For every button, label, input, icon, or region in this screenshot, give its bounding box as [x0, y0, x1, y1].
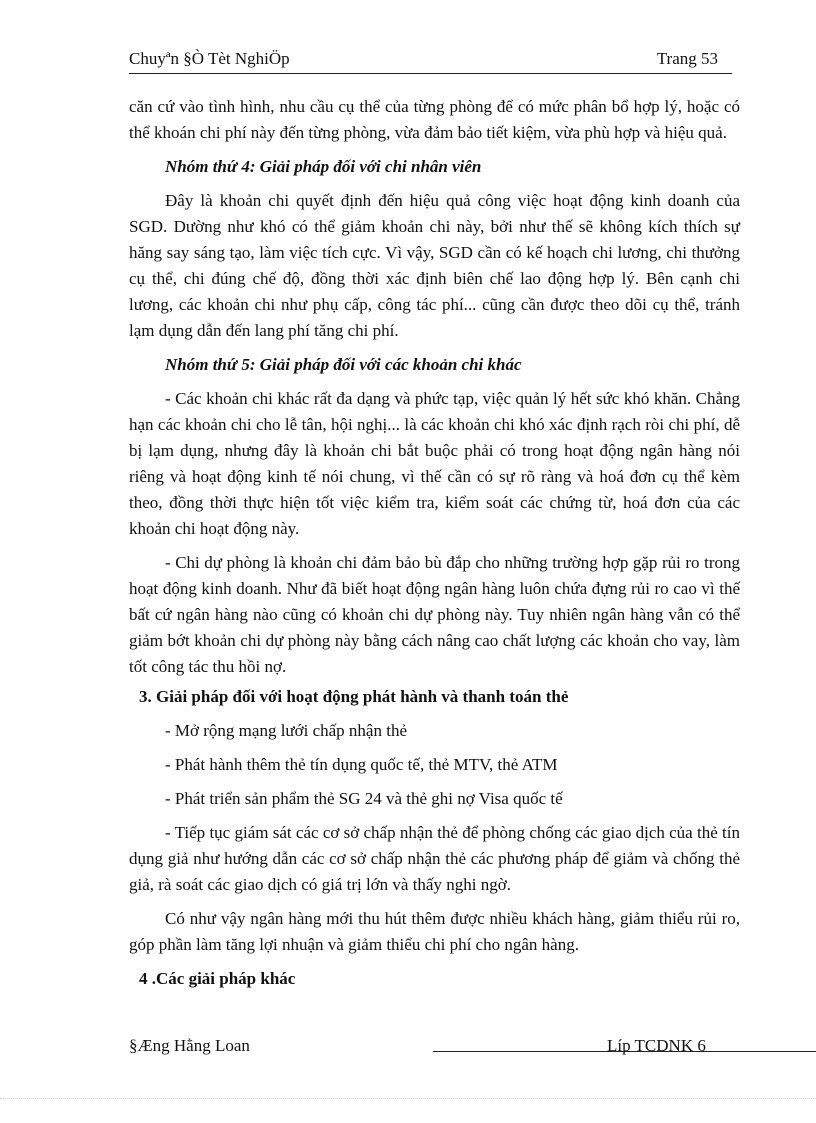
heading-section-4: 4 .Các giải pháp khác — [139, 969, 296, 988]
heading-group-5: Nhóm thứ 5: Giải pháp đối với các khoản chi khác — [165, 355, 522, 374]
page-footer — [129, 1036, 816, 1060]
page-header — [129, 49, 732, 74]
document-body — [129, 94, 740, 992]
list-item: - Mở rộng mạng lưới chấp nhận thẻ — [165, 721, 408, 740]
paragraph-staff-costs: Đây là khoản chi quyết định đến hiệu quả công việc hoạt động kinh doanh của SGD. Dường như khó có thể giảm khoản chi này, bởi như thế sẽ không kích thích sự hăng say sáng tạo, làm việc tích cực. Vì vậy, SGD cần có kế hoạch chi lương, chi thưởng cụ thể, chi đúng chế độ, đồng thời xác định biên chế lao động hợp lý. Bên cạnh chi lương, các khoản chi như phụ cấp, công tác phí... cũng cần được theo dõi cụ thể, tránh lạm dụng dẫn đến lang phí tăng chi phí. — [129, 191, 740, 340]
footer-author: §Æng Hằng Loan — [129, 1036, 250, 1055]
header-title: Chuyªn §Ò Tèt NghiÖp — [129, 49, 290, 68]
list-item: - Phát hành thêm thẻ tín dụng quốc tế, thẻ MTV, thẻ ATM — [165, 755, 558, 774]
list-item: - Phát triển sản phẩm thẻ SG 24 và thẻ ghi nợ Visa quốc tế — [165, 789, 563, 808]
header-page-number: Trang 53 — [656, 49, 718, 68]
page-edge-divider — [0, 1098, 816, 1099]
footer-class: Líp TCDNK 6 — [607, 1036, 706, 1055]
paragraph-conclusion: Có như vậy ngân hàng mới thu hút thêm được nhiều khách hàng, giảm thiểu rủi ro, góp phần làm tăng lợi nhuận và giảm thiểu chi phí cho ngân hàng. — [129, 909, 740, 954]
paragraph-other-costs: - Các khoản chi khác rất đa dạng và phức tạp, việc quản lý hết sức khó khăn. Chẳng hạn các khoản chi cho lễ tân, hội nghị... là các khoản chi khó xác định rạch ròi chi phí, dễ bị lạm dụng, nhưng đây là khoản chi bắt buộc phải có trong hoạt động ngân hàng nói riêng và hoạt động kinh tế nói chung, vì thế cần có sự rõ ràng và hoá đơn cụ thể kèm theo, đồng thời thực hiện tốt việc kiểm tra, kiểm soát các chứng từ, hoá đơn của các khoản chi hoạt động này. — [129, 389, 740, 538]
heading-section-3: 3. Giải pháp đối với hoạt động phát hành và thanh toán thẻ — [139, 687, 569, 706]
paragraph-continuation: căn cứ vào tình hình, nhu cầu cụ thể của từng phòng để có mức phân bổ hợp lý, hoặc có thể khoán chi phí này đến từng phòng, vừa đảm bảo tiết kiệm, vừa phù hợp và hiệu quả. — [129, 97, 740, 142]
paragraph-card-monitoring: - Tiếp tục giám sát các cơ sở chấp nhận thẻ để phòng chống các giao dịch của thẻ tín dụng giả như hướng dẫn các cơ sở chấp nhận thẻ các phương pháp để giảm và chống thẻ giả, rà soát các giao dịch có giá trị lớn và thấy nghi ngờ. — [129, 823, 740, 894]
heading-group-4: Nhóm thứ 4: Giải pháp đối với chi nhân viên — [165, 157, 482, 176]
paragraph-provision-costs: - Chi dự phòng là khoản chi đảm bảo bù đắp cho những trường hợp gặp rủi ro trong hoạt động kinh doanh. Như đã biết hoạt động ngân hàng luôn chứa đựng rủi ro cao vì thế bất cứ ngân hàng nào cũng có khoản chi dự phòng này. Tuy nhiên ngân hàng vẫn có thể giảm bớt khoản chi dự phòng này bằng cách nâng cao chất lượng các khoản cho vay, làm tốt công tác thu hồi nợ. — [129, 553, 740, 676]
